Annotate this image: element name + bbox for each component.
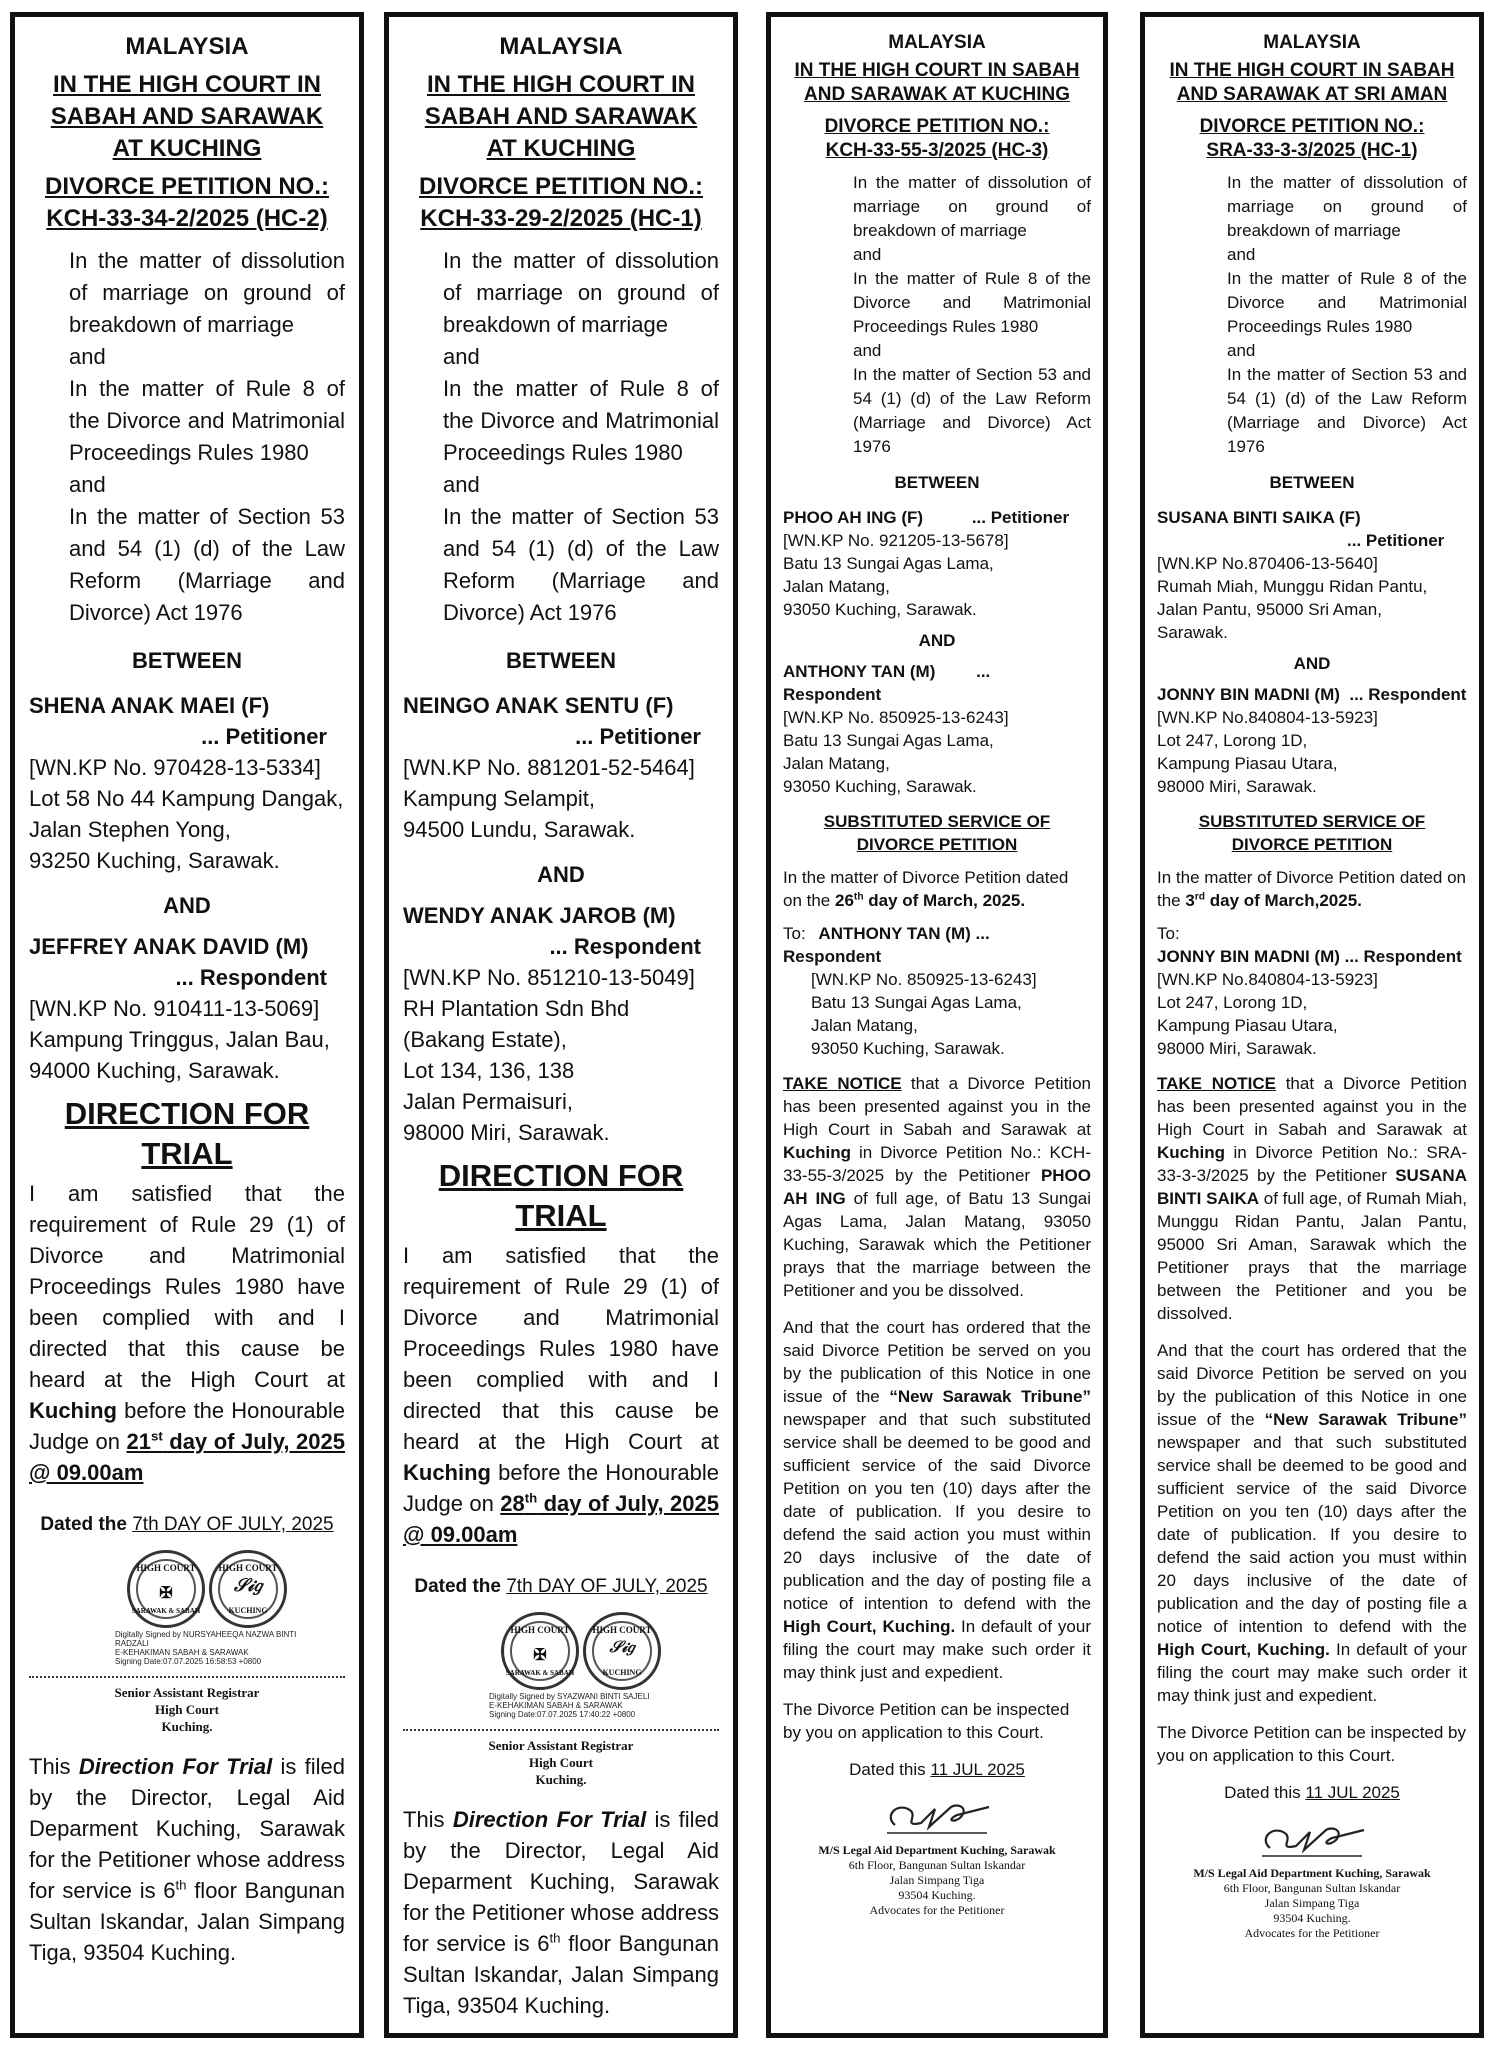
filed-sup: th: [175, 1877, 187, 1893]
court-seal-icon: HIGH COURT 𝒮𝒾𝑔 KUCHING: [209, 1550, 287, 1628]
notice-direction-for-trial-1: [10, 12, 364, 2038]
matter-item: In the matter of Section 53 and 54 (1) (d) of the Law Reform (Marriage and Divorce) Act 1976: [443, 504, 719, 625]
court-order-paragraph: [1157, 1339, 1467, 1707]
seal-text: KUCHING: [228, 1606, 268, 1615]
respondent-name: ANTHONY TAN (M): [783, 662, 936, 681]
notice-substituted-service-1: [766, 12, 1108, 2038]
registrar-line: Senior Assistant Registrar: [114, 1685, 260, 1700]
signature-divider: [403, 1729, 719, 1731]
address-line: 94500 Lundu, Sarawak.: [403, 817, 636, 842]
address-line: 93050 Kuching, Sarawak.: [811, 1039, 1005, 1058]
matter-item: In the matter of Section 53 and 54 (1) (d) of the Law Reform (Marriage and Divorce) Act 1976: [69, 504, 345, 625]
handwritten-signature-icon: [1252, 1816, 1372, 1866]
firm-address-line: 6th Floor, Bangunan Sultan Iskandar: [848, 1858, 1026, 1872]
trial-day-suffix: th: [524, 1490, 538, 1506]
petition-dated-intro: [1157, 866, 1467, 912]
and-label: AND: [918, 631, 956, 650]
matter-item: In the matter of Rule 8 of the Divorce and Matrimonial Proceedings Rules 1980: [69, 376, 345, 465]
firm-name: M/S Legal Aid Department Kuching, Sarawak: [818, 1843, 1056, 1857]
dated-value: 7th DAY OF JULY, 2025: [506, 1576, 708, 1597]
firm-block: [1157, 1866, 1467, 1941]
petitioner-address: [403, 752, 719, 845]
filed-tail: floor Bangunan Sultan Iskandar, Jalan Simpang Tiga, 93504 Kuching.: [29, 1878, 345, 1965]
dated-line: [783, 1758, 1091, 1781]
direction-title: DIRECTION FOR TRIAL: [438, 1158, 684, 1233]
sig-line: Signing Date:07.07.2025 17:40:22 +0800: [489, 1710, 636, 1719]
notice-petitioner: PHOO AH ING: [783, 1166, 1091, 1208]
to-name: JONNY BIN MADNI (M) ... Respondent: [1157, 947, 1462, 966]
between-label: BETWEEN: [132, 648, 242, 673]
petitioner-name: SHENA ANAK MAEI (F): [29, 693, 270, 718]
address-line: Lot 58 No 44 Kampung Dangak,: [29, 786, 344, 811]
sig-line: Digitally Signed by NURSYAHEEQA NAZWA BINTI: [115, 1630, 297, 1639]
trial-date-rest: day of July, 2025 @ 09.00am: [403, 1491, 719, 1547]
address-line: Lot 247, Lorong 1D,: [1157, 993, 1308, 1012]
registrar-line: High Court: [529, 1755, 593, 1770]
direction-tail: before the Honourable Judge on: [29, 1398, 345, 1454]
matter-item: In the matter of dissolution of marriage on ground of breakdown of marriage: [853, 173, 1091, 240]
address-line: RH Plantation Sdn Bhd: [403, 996, 630, 1021]
matter-item: In the matter of Section 53 and 54 (1) (d) of the Law Reform (Marriage and Divorce) Act 1976: [853, 365, 1091, 456]
matters-block: [69, 245, 345, 629]
order-text-b: newspaper and that such substituted service shall be deemed to be good and sufficient service of the said Divorce Petition on you ten (10) days after the date of publication. If you desire to defend the said action you must within 20 days inclusive of the date of publication and the day of posting file a notice of intention to defend with the: [1157, 1433, 1467, 1636]
and-label: AND: [1293, 654, 1331, 673]
address-line: [WN.KP No. 850925-13-6243]: [783, 708, 1009, 727]
direction-body: I am satisfied that the requirement of Rule 29 (1) of Divorce and Matrimonial Proceedings Rules 1980 have been complied with and I directed that this cause be heard at the High Court at: [29, 1181, 345, 1392]
address-line: 94000 Kuching, Sarawak.: [29, 1058, 280, 1083]
between-label: BETWEEN: [506, 648, 616, 673]
filed-prefix: This: [29, 1754, 71, 1779]
court-order-paragraph: [783, 1316, 1091, 1684]
notice-place: Kuching: [1157, 1143, 1225, 1162]
registrar-line: Kuching.: [161, 1719, 213, 1734]
firm-address-line: Jalan Simpang Tiga: [1264, 1896, 1360, 1910]
petitioner-name: PHOO AH ING (F): [783, 508, 924, 527]
seal-text: HIGH COURT: [136, 1563, 196, 1573]
address-line: 93250 Kuching, Sarawak.: [29, 848, 280, 873]
to-address: [1157, 968, 1467, 1060]
dated-value: 11 JUL 2025: [1305, 1783, 1400, 1802]
seal-text: SARAWAK & SABAH: [131, 1607, 201, 1615]
petition-day-rest: day of March, 2025.: [863, 891, 1026, 910]
address-line: [WN.KP No. 910411-13-5069]: [29, 996, 320, 1021]
notice-place: Kuching: [783, 1143, 851, 1162]
to-address: [811, 968, 1091, 1060]
petitioner-role: ... Petitioner: [575, 724, 701, 749]
address-line: Jalan Stephen Yong,: [29, 817, 231, 842]
petitioner-line: [783, 506, 1091, 529]
address-line: [WN.KP No.870406-13-5640]: [1157, 554, 1378, 573]
respondent-address: [403, 962, 719, 1148]
and-label: AND: [537, 862, 585, 887]
matters-block: [1227, 171, 1467, 459]
court-heading-line1: IN THE HIGH COURT IN: [427, 71, 695, 98]
address-line: Batu 13 Sungai Agas Lama,: [783, 731, 994, 750]
respondent-name: JEFFREY ANAK DAVID (M): [29, 934, 309, 959]
firm-address-line: 93504 Kuching.: [1273, 1911, 1351, 1925]
petitioner-role: ... Petitioner: [1347, 531, 1445, 550]
matters-block: [443, 245, 719, 629]
address-line: [WN.KP No. 851210-13-5049]: [403, 965, 695, 990]
address-line: [WN.KP No. 850925-13-6243]: [811, 970, 1037, 989]
filed-body: is filed by the Director, Legal Aid Deparment Kuching, Sarawak for the Petitioner whose address for service is 6: [403, 1807, 719, 1956]
and-label: AND: [163, 893, 211, 918]
service-title-line1: SUBSTITUTED SERVICE OF: [1198, 812, 1426, 831]
address-line: Jalan Pantu, 95000 Sri Aman,: [1157, 600, 1382, 619]
firm-name: M/S Legal Aid Department Kuching, Sarawak: [1193, 1866, 1431, 1880]
seal-text: HIGH COURT: [510, 1625, 570, 1635]
sig-line: Digitally Signed by SYAZWANI BINTI SAJELI: [489, 1692, 650, 1701]
filed-tail: floor Bangunan Sultan Iskandar, Jalan Simpang Tiga, 93504 Kuching.: [403, 1931, 719, 2018]
filed-by-text: [29, 1751, 345, 1968]
address-line: Kampung Tringgus, Jalan Bau,: [29, 1027, 330, 1052]
matter-item: In the matter of Rule 8 of the Divorce and Matrimonial Proceedings Rules 1980: [1227, 269, 1467, 336]
order-text-a: And that the court has ordered that the said Divorce Petition be served on you by the publication of this Notice in one issue of the: [1157, 1341, 1467, 1429]
address-line: Lot 247, Lorong 1D,: [1157, 731, 1308, 750]
address-line: Jalan Matang,: [811, 1016, 918, 1035]
country-heading: MALAYSIA: [125, 33, 249, 60]
notice-text-b: in Divorce Petition No.: SRA-33-3-3/2025 by the Petitioner: [1157, 1143, 1467, 1185]
service-title-line2: DIVORCE PETITION: [856, 835, 1018, 854]
to-line: [783, 922, 1091, 968]
petition-number: KCH-33-55-3/2025 (HC-3): [825, 140, 1049, 161]
matter-item: and: [1227, 245, 1256, 264]
firm-block: [783, 1843, 1091, 1918]
sig-line: E-KEHAKIMAN SABAH & SARAWAK: [115, 1648, 249, 1657]
respondent-name: JONNY BIN MADNI (M) ... Respondent: [1157, 685, 1467, 704]
trial-day-suffix: st: [150, 1428, 163, 1444]
address-line: Lot 134, 136, 138: [403, 1058, 575, 1083]
filed-prefix: This: [403, 1807, 445, 1832]
petitioner-address: [29, 752, 345, 876]
court-heading-line2: AND SARAWAK AT KUCHING: [804, 84, 1070, 105]
signature-divider: [29, 1676, 345, 1678]
address-line: Jalan Matang,: [783, 754, 890, 773]
registrar-line: Senior Assistant Registrar: [488, 1738, 634, 1753]
firm-address-line: 6th Floor, Bangunan Sultan Iskandar: [1223, 1881, 1401, 1895]
petition-dated-intro: [783, 866, 1091, 912]
dated-line: [29, 1514, 345, 1536]
petitioner-role: ... Petitioner: [201, 724, 327, 749]
court-heading-line3: AT KUCHING: [486, 135, 636, 162]
notice-petitioner: SUSANA BINTI SAIKA: [1157, 1166, 1467, 1208]
address-line: Rumah Miah, Munggu Ridan Pantu,: [1157, 577, 1428, 596]
court-seals: [403, 1612, 719, 1690]
respondent-address: [783, 706, 1091, 798]
petition-number: KCH-33-29-2/2025 (HC-1): [420, 205, 702, 232]
dated-line: [403, 1576, 719, 1598]
notice-text-a: that a Divorce Petition has been presented against you in the High Court in Sabah and Sarawak at: [783, 1074, 1091, 1139]
registrar-block: [29, 1684, 345, 1735]
order-text-a: And that the court has ordered that the said Divorce Petition be served on you by the publication of this Notice in one issue of the: [783, 1318, 1091, 1406]
dated-label: Dated this: [1224, 1783, 1301, 1802]
dated-line: [1157, 1781, 1467, 1804]
service-title-line1: SUBSTITUTED SERVICE OF: [823, 812, 1051, 831]
matter-item: In the matter of Rule 8 of the Divorce and Matrimonial Proceedings Rules 1980: [853, 269, 1091, 336]
sig-line: E-KEHAKIMAN SABAH & SARAWAK: [489, 1701, 623, 1710]
direction-title: DIRECTION FOR TRIAL: [64, 1096, 310, 1171]
order-newspaper: “New Sarawak Tribune”: [1264, 1410, 1467, 1429]
order-text-c: In default of your filing the court may make such order it may think just and expedient.: [783, 1617, 1092, 1682]
respondent-role: ... Respondent: [175, 965, 327, 990]
petitioner-name: NEINGO ANAK SENTU (F): [403, 693, 674, 718]
order-newspaper: “New Sarawak Tribune”: [889, 1387, 1091, 1406]
inspect-paragraph: The Divorce Petition can be inspected by you on application to this Court.: [1157, 1723, 1467, 1765]
digital-signature: [115, 1630, 345, 1666]
dated-value: 11 JUL 2025: [930, 1760, 1025, 1779]
firm-address-line: Jalan Simpang Tiga: [889, 1873, 985, 1887]
handwritten-signature-icon: [877, 1793, 997, 1843]
seal-text: KUCHING: [602, 1668, 642, 1677]
petitioner-role: ... Petitioner: [971, 508, 1070, 527]
matter-item: In the matter of dissolution of marriage on ground of breakdown of marriage: [1227, 173, 1467, 240]
address-line: Kampung Piasau Utara,: [1157, 1016, 1338, 1035]
country-heading: MALAYSIA: [1263, 32, 1361, 53]
inspect-paragraph: The Divorce Petition can be inspected by you on application to this Court.: [783, 1700, 1070, 1742]
address-line: Jalan Matang,: [783, 577, 890, 596]
matter-item: and: [853, 341, 882, 360]
dated-intro: In the matter of Divorce Petition dated on the: [1157, 868, 1467, 910]
address-line: Batu 13 Sungai Agas Lama,: [783, 554, 994, 573]
notice-text-c: of full age, of Rumah Miah, Munggu Ridan Pantu, Jalan Pantu, 95000 Sri Aman, Sarawak which the Petitioner prays that the marriage between the Petitioner and you be dissolved.: [1157, 1189, 1467, 1323]
matter-item: and: [69, 344, 106, 369]
firm-address-line: Advocates for the Petitioner: [1244, 1926, 1380, 1940]
direction-tail: before the Honourable Judge on: [403, 1460, 719, 1516]
matter-item: In the matter of dissolution of marriage on ground of breakdown of marriage: [443, 248, 719, 337]
court-heading-line2: SABAH AND SARAWAK: [424, 103, 698, 130]
order-text-c: In default of your filing the court may make such order it may think just and expedient.: [1157, 1640, 1467, 1705]
filed-emphasis: Direction For Trial: [452, 1807, 647, 1832]
court-seals: [29, 1550, 345, 1628]
take-notice-label: TAKE NOTICE: [783, 1074, 902, 1093]
address-line: [WN.KP No.840804-13-5923]: [1157, 708, 1378, 727]
address-line: 98000 Miri, Sarawak.: [1157, 777, 1317, 796]
firm-address-line: Advocates for the Petitioner: [869, 1903, 1005, 1917]
order-court: High Court, Kuching.: [1157, 1640, 1330, 1659]
petition-label: DIVORCE PETITION NO.:: [418, 173, 703, 200]
court-heading-line2: SABAH AND SARAWAK: [50, 103, 324, 130]
address-line: 98000 Miri, Sarawak.: [403, 1120, 610, 1145]
address-line: Kampung Selampit,: [403, 786, 595, 811]
court-heading-line1: IN THE HIGH COURT IN SABAH: [794, 60, 1080, 81]
notice-substituted-service-2: [1140, 12, 1484, 2038]
order-text-b: newspaper and that such substituted service shall be deemed to be good and sufficient service of the said Divorce Petition on you ten (10) days after the date of publication. If you desire to defend the said action you must within 20 days inclusive of the date of publication and the day of posting file a notice of intention to defend with the: [783, 1410, 1091, 1613]
dated-label: Dated this: [849, 1760, 926, 1779]
to-label: To:: [1157, 924, 1180, 943]
address-line: 93050 Kuching, Sarawak.: [783, 600, 977, 619]
petition-label: DIVORCE PETITION NO.:: [1199, 116, 1425, 137]
matter-item: In the matter of Section 53 and 54 (1) (d) of the Law Reform (Marriage and Divorce) Act 1976: [1227, 365, 1467, 456]
trial-day: 21: [126, 1429, 151, 1454]
dated-label: Dated the: [40, 1514, 127, 1535]
filed-emphasis: Direction For Trial: [78, 1754, 273, 1779]
notice-direction-for-trial-2: [384, 12, 738, 2038]
notice-text-b: in Divorce Petition No.: KCH-33-55-3/2025 by the Petitioner: [783, 1143, 1091, 1185]
petition-day-suffix: th: [853, 891, 864, 903]
country-heading: MALAYSIA: [888, 32, 986, 53]
respondent-line: [783, 660, 1091, 706]
direction-place: Kuching: [29, 1398, 117, 1423]
petition-day-suffix: rd: [1194, 891, 1206, 903]
petition-label: DIVORCE PETITION NO.:: [44, 173, 329, 200]
order-court: High Court, Kuching.: [783, 1617, 956, 1636]
court-seal-icon: HIGH COURT ✠ SARAWAK & SABAH: [501, 1612, 579, 1690]
dated-label: Dated the: [414, 1576, 501, 1597]
petitioner-address: [1157, 552, 1467, 644]
court-seal-icon: HIGH COURT ✠ SARAWAK & SABAH: [127, 1550, 205, 1628]
direction-text: [403, 1240, 719, 1550]
firm-address-line: 93504 Kuching.: [898, 1888, 976, 1902]
between-label: BETWEEN: [894, 473, 980, 492]
trial-date-rest: day of July, 2025 @ 09.00am: [29, 1429, 345, 1485]
petition-day-rest: day of March,2025.: [1205, 891, 1362, 910]
matter-item: In the matter of Rule 8 of the Divorce and Matrimonial Proceedings Rules 1980: [443, 376, 719, 465]
take-notice-label: TAKE NOTICE: [1157, 1074, 1276, 1093]
dated-intro: In the matter of Divorce Petition dated on the: [783, 868, 1069, 910]
trial-day: 28: [500, 1491, 525, 1516]
to-name: ANTHONY TAN (M) ... Respondent: [783, 924, 990, 966]
take-notice-paragraph: [783, 1072, 1091, 1302]
court-heading-line2: AND SARAWAK AT SRI AMAN: [1176, 84, 1448, 105]
matter-item: and: [69, 472, 106, 497]
address-line: Jalan Permaisuri,: [403, 1089, 573, 1114]
to-label: To:: [783, 924, 806, 943]
court-heading-line1: IN THE HIGH COURT IN: [53, 71, 321, 98]
address-line: [WN.KP No.840804-13-5923]: [1157, 970, 1378, 989]
matter-item: and: [1227, 341, 1256, 360]
petition-day: 26: [835, 891, 854, 910]
petitioner-address: [783, 529, 1091, 621]
address-line: 93050 Kuching, Sarawak.: [783, 777, 977, 796]
address-line: Kampung Piasau Utara,: [1157, 754, 1338, 773]
seal-text: HIGH COURT: [592, 1625, 652, 1635]
court-heading-line3: AT KUCHING: [112, 135, 262, 162]
petition-day: 3: [1185, 891, 1195, 910]
petition-number: SRA-33-3-3/2025 (HC-1): [1206, 140, 1418, 161]
matter-item: In the matter of dissolution of marriage on ground of breakdown of marriage: [69, 248, 345, 337]
direction-text: [29, 1178, 345, 1488]
address-line: (Bakang Estate),: [403, 1027, 567, 1052]
notice-text-c: of full age, of Batu 13 Sungai Agas Lama, Jalan Matang, 93050 Kuching, Sarawak which the Petitioner prays that the marriage between the Petitioner and you be dissolved.: [783, 1189, 1091, 1300]
respondent-role: ... Respondent: [549, 934, 701, 959]
court-seal-icon: HIGH COURT 𝒮𝒾𝑔 KUCHING: [583, 1612, 661, 1690]
respondent-address: [29, 993, 345, 1086]
matter-item: and: [853, 245, 882, 264]
filed-sup: th: [549, 1930, 561, 1946]
country-heading: MALAYSIA: [499, 33, 623, 60]
sig-line: Signing Date:07.07.2025 16:58:53 +0800: [115, 1657, 262, 1666]
address-line: Batu 13 Sungai Agas Lama,: [811, 993, 1022, 1012]
matter-item: and: [443, 344, 480, 369]
seal-text: SARAWAK & SABAH: [505, 1669, 575, 1677]
address-line: [WN.KP No. 881201-52-5464]: [403, 755, 695, 780]
filed-body: is filed by the Director, Legal Aid Deparment Kuching, Sarawak for the Petitioner whose address for service is 6: [29, 1754, 345, 1903]
court-heading-line1: IN THE HIGH COURT IN SABAH: [1169, 60, 1455, 81]
digital-signature: [489, 1692, 719, 1719]
direction-body: I am satisfied that the requirement of Rule 29 (1) of Divorce and Matrimonial Proceedings Rules 1980 have been complied with and I directed that this cause be heard at the High Court at: [403, 1243, 719, 1454]
matter-item: and: [443, 472, 480, 497]
between-label: BETWEEN: [1269, 473, 1355, 492]
sig-line: RADZALI: [115, 1639, 149, 1648]
respondent-role: ... Respondent: [783, 662, 991, 704]
filed-by-text: [403, 1804, 719, 2021]
registrar-line: High Court: [155, 1702, 219, 1717]
address-line: 98000 Miri, Sarawak.: [1157, 1039, 1317, 1058]
registrar-line: Kuching.: [535, 1772, 587, 1787]
service-title-line2: DIVORCE PETITION: [1231, 835, 1393, 854]
seal-text: HIGH COURT: [218, 1563, 278, 1573]
address-line: Sarawak.: [1157, 623, 1228, 642]
direction-place: Kuching: [403, 1460, 491, 1485]
take-notice-paragraph: [1157, 1072, 1467, 1325]
petitioner-name: SUSANA BINTI SAIKA (F): [1157, 508, 1361, 527]
address-line: [WN.KP No. 970428-13-5334]: [29, 755, 321, 780]
respondent-name: WENDY ANAK JAROB (M): [403, 903, 676, 928]
respondent-address: [1157, 706, 1467, 798]
address-line: [WN.KP No. 921205-13-5678]: [783, 531, 1009, 550]
registrar-block: [403, 1737, 719, 1788]
matters-block: [853, 171, 1091, 459]
dated-value: 7th DAY OF JULY, 2025: [132, 1514, 334, 1535]
petition-label: DIVORCE PETITION NO.:: [824, 116, 1050, 137]
notice-text-a: that a Divorce Petition has been presented against you in the High Court in Sabah and Sarawak at: [1157, 1074, 1467, 1139]
petition-number: KCH-33-34-2/2025 (HC-2): [46, 205, 328, 232]
